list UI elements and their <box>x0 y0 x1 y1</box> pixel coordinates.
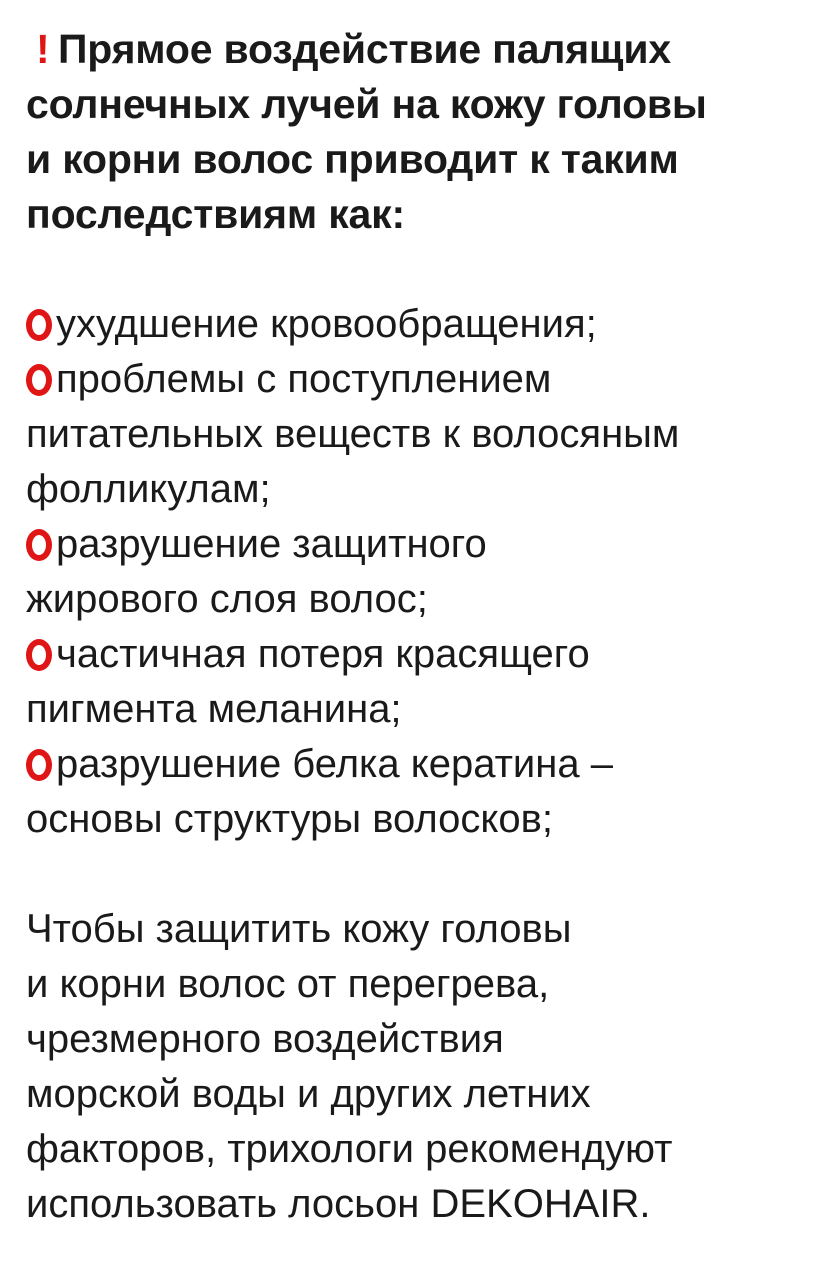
paragraph-line: использовать лосьон DEKOHAIR. <box>26 1182 651 1226</box>
heading-line-2: солнечных лучей на кожу головы <box>26 81 707 127</box>
paragraph-line: факторов, трихологи рекомендуют <box>26 1127 673 1171</box>
list-item: разрушение белка кератина – основы структуры волосков; <box>26 742 613 841</box>
list-item: проблемы с поступлением питательных веществ к волосяным фолликулам; <box>26 357 680 511</box>
recommendation-paragraph <box>26 902 816 1232</box>
heading <box>26 22 816 242</box>
paragraph-line: и корни волос от перегрева, <box>26 962 550 1006</box>
paragraph-line: чрезмерного воздействия <box>26 1017 504 1061</box>
red-circle-icon <box>26 749 52 781</box>
heading-line-4: последствиям как: <box>26 191 405 237</box>
list-item: разрушение защитного жирового слоя волос; <box>26 522 487 621</box>
post-content <box>26 22 816 1232</box>
paragraph-line: морской воды и других летних <box>26 1072 591 1116</box>
exclamation-icon: ! <box>36 26 50 72</box>
red-circle-icon <box>26 529 52 561</box>
list-item: ухудшение кровообращения; <box>26 297 816 352</box>
heading-line-1: ! Прямое воздействие палящих <box>26 22 816 77</box>
list-item: частичная потеря красящего пигмента меланина; <box>26 632 590 731</box>
paragraph-line: Чтобы защитить кожу головы <box>26 907 572 951</box>
red-circle-icon <box>26 639 52 671</box>
red-circle-icon <box>26 364 52 396</box>
consequences-list <box>26 297 816 847</box>
heading-line-3: и корни волос приводит к таким <box>26 136 679 182</box>
red-circle-icon <box>26 309 52 341</box>
